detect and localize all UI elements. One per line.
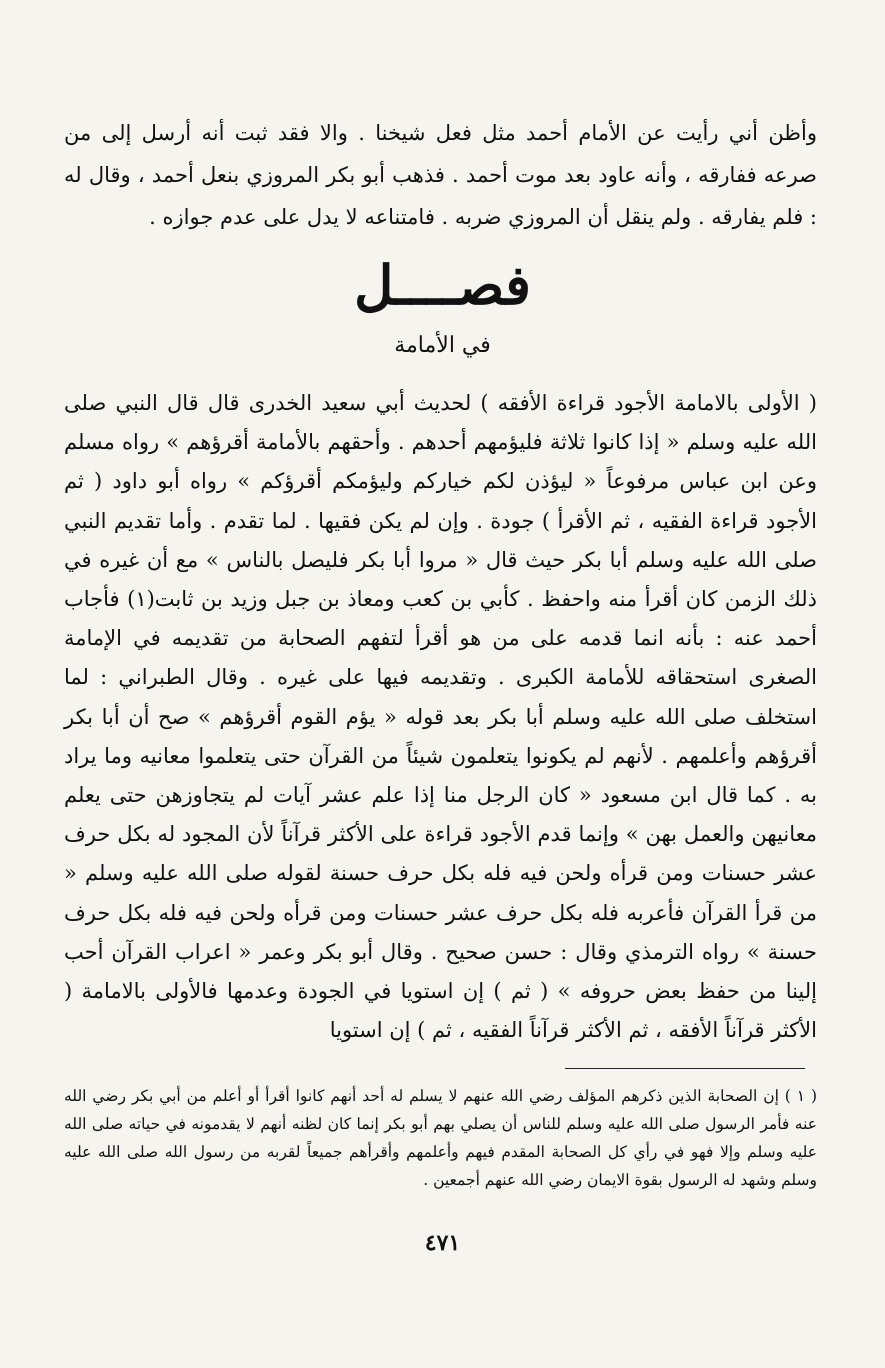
footnote: ( ١ ) إن الصحابة الذين ذكرهم المؤلف رضي الله عنهم لا يسلم له أحد أنهم كانوا أقرأ أو أعلم من أبي بكر رضي الله عنه فأمر الرسول صلى الله عليه وسلم للناس أن يصلي بهم أبو بكر إنما كان لظنه أنهم لا يقدمونه في حياته صلى الله عليه وسلم وإلا فهو في رأي كل الصحابة المقدم فيهم وأعلمهم وأقرأهم جميعاً لقربه من رسول الله صلى الله عليه وسلم وشهد له الرسول بقوة الايمان رضي الله عنهم أجمعين .	[64, 1087, 817, 1189]
section-subheading: في الأمامة	[394, 333, 491, 358]
section-heading: فصــــل	[354, 253, 531, 317]
top-paragraph: وأظن أني رأيت عن الأمام أحمد مثل فعل شيخنا . والا فقد ثبت أنه أرسل إلى من صرعه ففارقه ، وأنه عاود بعد موت أحمد . فذهب أبو بكر المروزي بنعل أحمد ، وقال له : فلم يفارقه . ولم ينقل أن المروزي ضربه . فامتناعه لا يدل على عدم جوازه .	[64, 121, 817, 229]
footnote-divider	[565, 1068, 805, 1069]
page-number: ٤٧١	[424, 1230, 461, 1256]
main-paragraph: ( الأولى بالامامة الأجود قراءة الأفقه ) لحديث أبي سعيد الخدرى قال قال النبي صلى الله عليه وسلم « إذا كانوا ثلاثة فليؤمهم أحدهم . وأحقهم بالأمامة أقرؤهم » رواه مسلم وعن ابن عباس مرفوعاً « ليؤذن لكم خياركم وليؤمكم أقرؤكم » رواه أبو داود ( ثم الأجود قراءة الفقيه ، ثم الأقرأ ) جودة . وإن لم يكن فقيها . لما تقدم . وأما تقديم النبي صلى الله عليه وسلم أبا بكر حيث قال « مروا أبا بكر فليصل بالناس » مع أن غيره في ذلك الزمن كان أقرأ منه واحفظ . كأبي بن كعب ومعاذ بن جبل وزيد بن ثابت(١) فأجاب أحمد عنه : بأنه انما قدمه على من هو أقرأ لتفهم الصحابة من تقديمه في الإمامة الصغرى استحقاقه للأمامة الكبرى . وتقديمه فيها على غيره . وقال الطبراني : لما استخلف صلى الله عليه وسلم أبا بكر بعد قوله « يؤم القوم أقرؤهم » صح أن أبا بكر أقرؤهم وأعلمهم . لأنهم لم يكونوا يتعلمون شيئاً من القرآن حتى يتعلموا معانيه وما يراد به . كما قال ابن مسعود « كان الرجل منا إذا علم عشر آيات لم يتجاوزهن حتى يعلم معانيهن والعمل بهن » وإنما قدم الأجود قراءة على الأكثر قرآناً لأن المجود له بكل حرف عشر حسنات ومن قرأه ولحن فيه فله بكل حرف حسنة لقوله صلى الله عليه وسلم « من قرأ القرآن فأعربه فله بكل حرف عشر حسنات ومن قرأه ولحن فيه فله بكل حرف حسنة » رواه الترمذي وقال : حسن صحيح . وقال أبو بكر وعمر « اعراب القرآن أحب إلينا من حفظ بعض حروفه » ( ثم ) إن استويا في الجودة وعدمها فالأولى بالامامة ( الأكثر قرآناً الأفقه ، ثم الأكثر قرآناً الفقيه ، ثم ) إن استويا	[64, 391, 817, 1043]
